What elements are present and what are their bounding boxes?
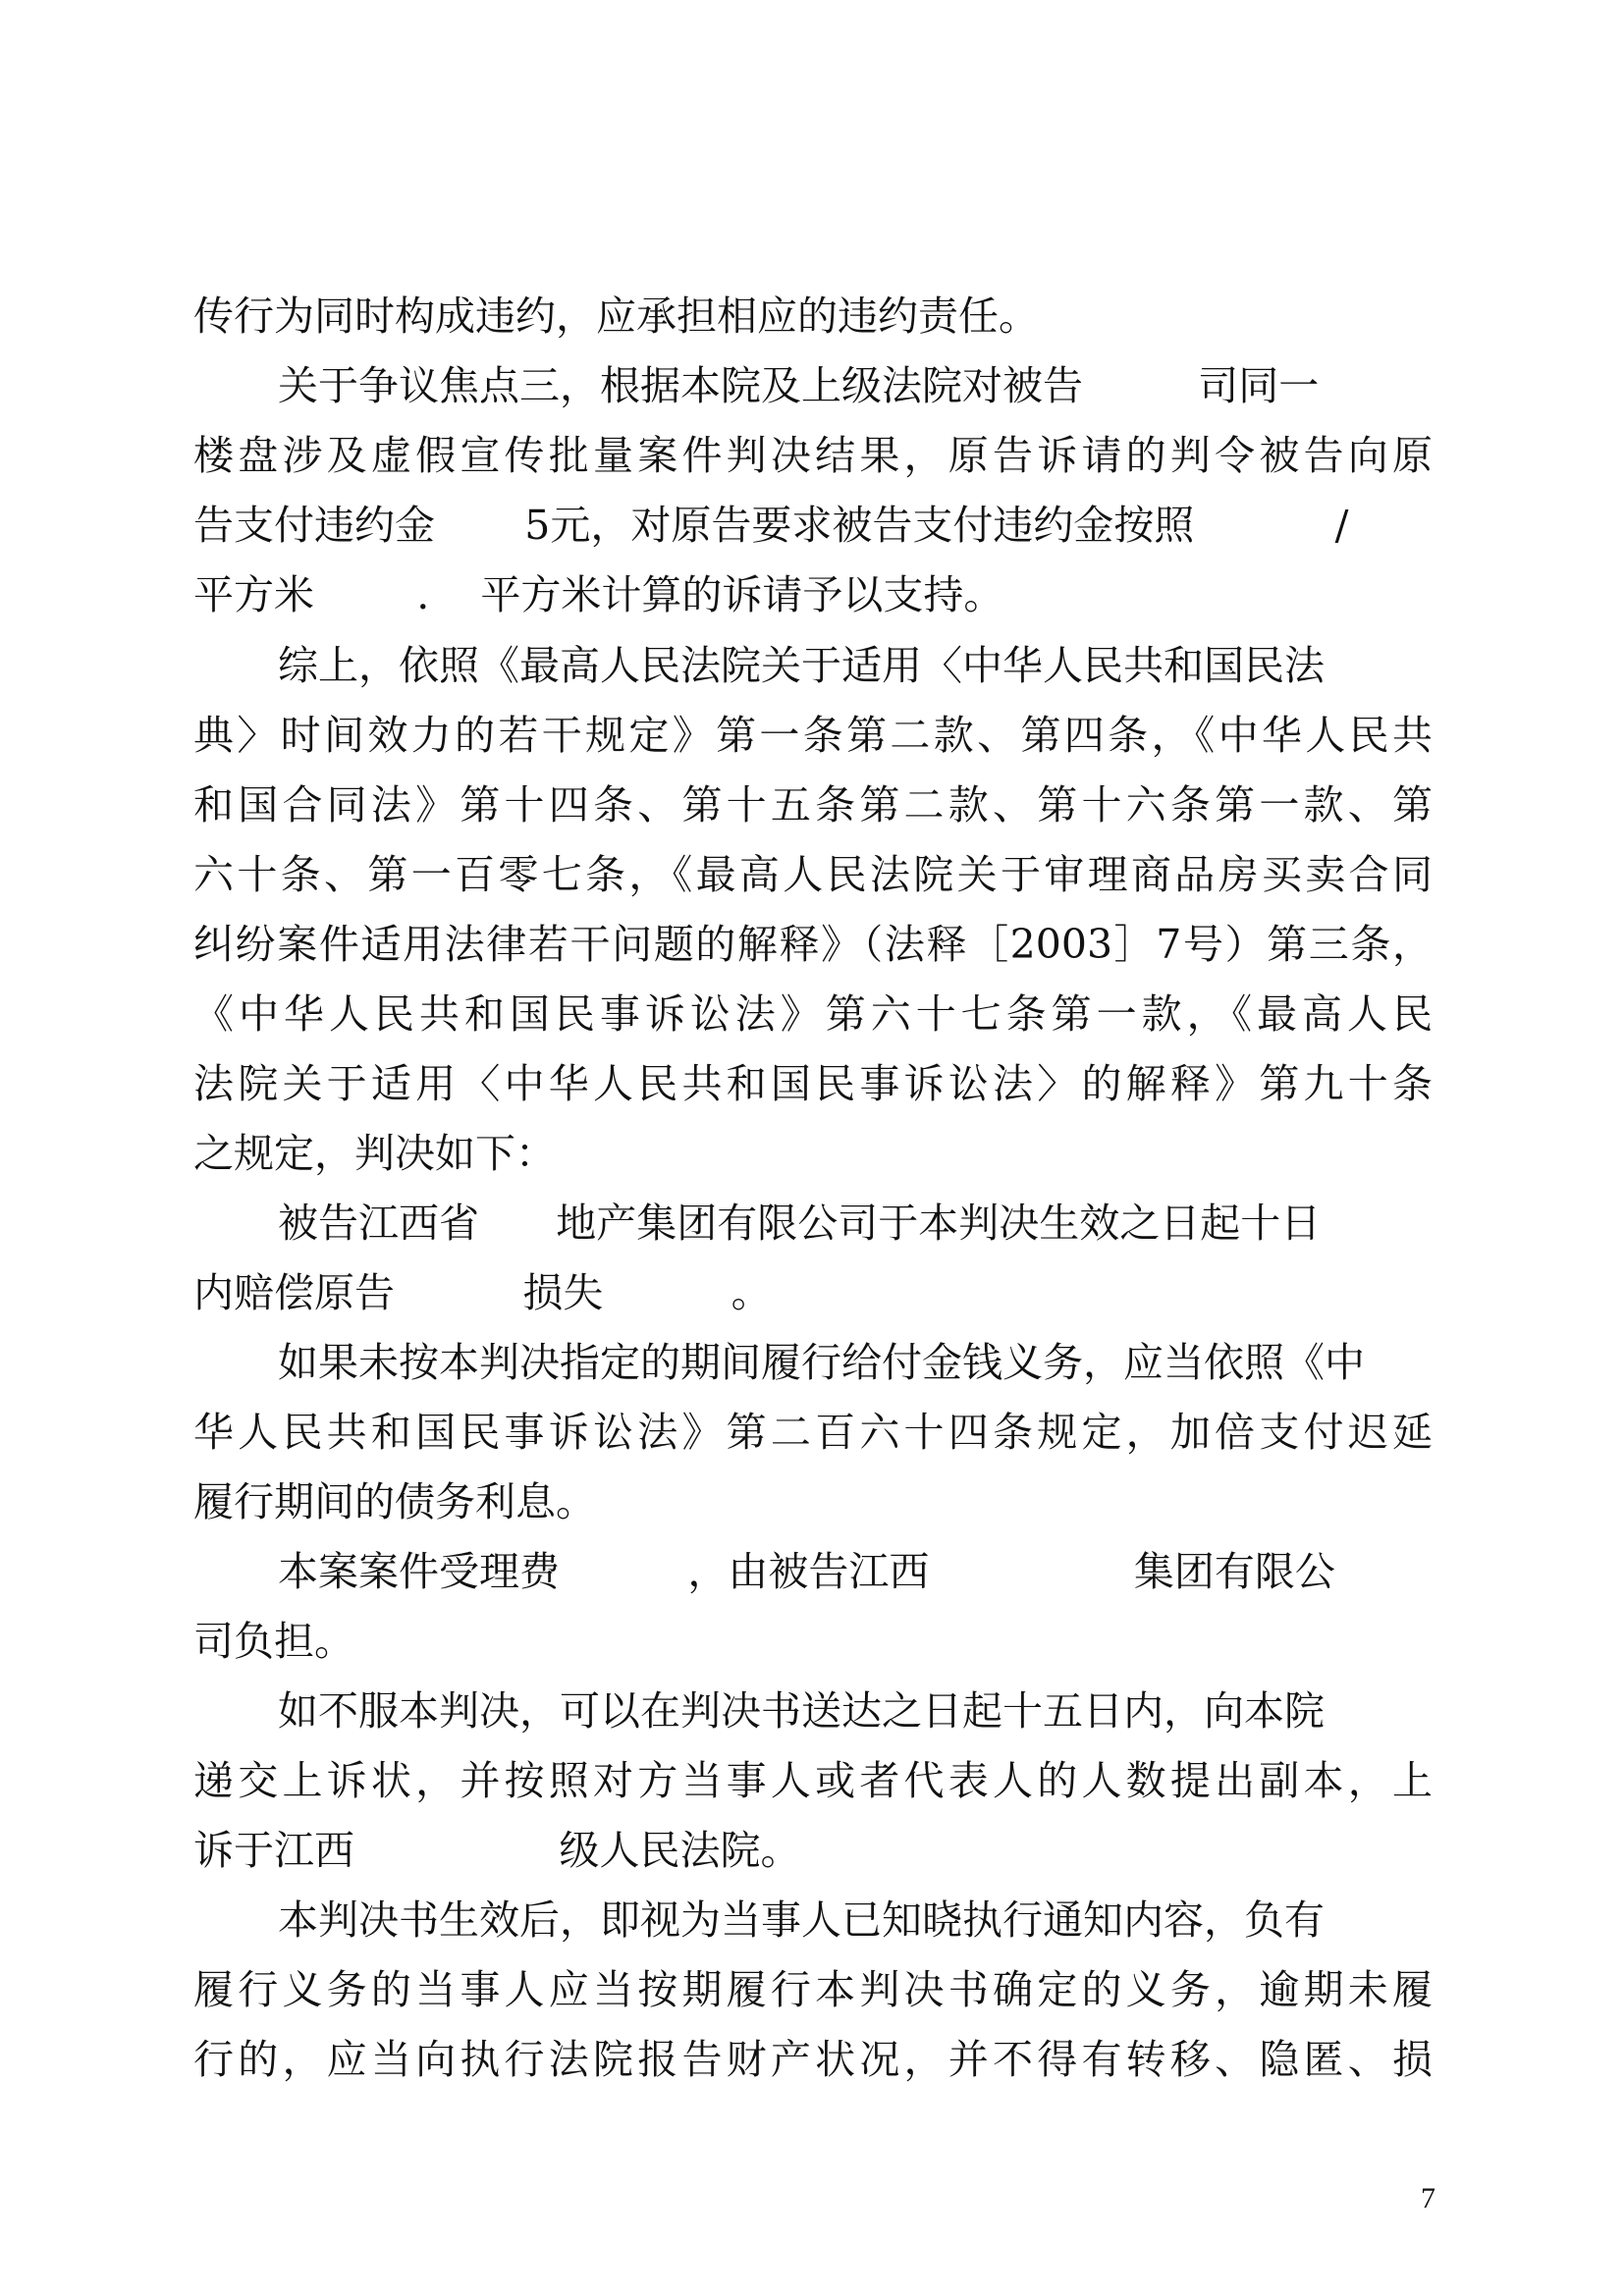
text-line-11: 《中华人民共和国民事诉讼法》第六十七条第一款，《最高人民 xyxy=(193,990,1433,1038)
text-line-15: 内赔偿原告 损失 。 xyxy=(193,1269,772,1316)
text-line-12: 法院关于适用〈中华人民共和国民事诉讼法〉的解释》第九十条 xyxy=(193,1060,1433,1107)
text-line-24: 本判决书生效后，即视为当事人已知晓执行通知内容，负有 xyxy=(278,1896,1325,1944)
text-line-20: 司负担。 xyxy=(193,1618,354,1665)
text-line-13: 之规定，判决如下： xyxy=(193,1130,556,1177)
text-line-23: 诉于江西 级人民法院。 xyxy=(193,1827,801,1874)
text-line-2: 关于争议焦点三，根据本院及上级法院对被告 司同一 xyxy=(278,362,1320,409)
text-line-17: 华人民共和国民事诉讼法》第二百六十四条规定，加倍支付迟延 xyxy=(193,1409,1433,1456)
text-line-7: 典〉时间效力的若干规定》第一条第二款、第四条，《中华人民共 xyxy=(193,712,1433,759)
text-line-19: 本案案件受理费 ，由被告江西 集团有限公 xyxy=(278,1548,1335,1595)
text-line-3: 楼盘涉及虚假宣传批量案件判决结果，原告诉请的判令被告向原 xyxy=(193,432,1433,479)
text-line-16: 如果未按本判决指定的期间履行给付金钱义务，应当依照《中 xyxy=(278,1339,1365,1386)
text-line-14: 被告江西省 地产集团有限公司于本判决生效之日起十日 xyxy=(278,1200,1322,1247)
text-line-4: 告支付违约金 5元，对原告要求被告支付违约金按照 / xyxy=(193,502,1349,549)
text-line-5: 平方米 . 平方米计算的诉请予以支持。 xyxy=(193,571,1004,618)
text-line-26: 行的，应当向执行法院报告财产状况，并不得有转移、隐匿、损 xyxy=(193,2036,1433,2083)
text-line-18: 履行期间的债务利息。 xyxy=(193,1478,596,1525)
page-number: 7 xyxy=(1421,2182,1435,2215)
text-line-21: 如不服本判决，可以在判决书送达之日起十五日内，向本院 xyxy=(278,1687,1325,1735)
text-line-9: 六十条、第一百零七条，《最高人民法院关于审理商品房买卖合同 xyxy=(193,851,1433,898)
text-line-22: 递交上诉状，并按照对方当事人或者代表人的人数提出副本，上 xyxy=(193,1757,1433,1804)
text-line-10: 纠纷案件适用法律若干问题的解释》（法释［2003］7号）第三条， xyxy=(193,921,1433,968)
text-line-6: 综上，依照《最高人民法院关于适用〈中华人民共和国民法 xyxy=(278,642,1325,689)
text-line-25: 履行义务的当事人应当按期履行本判决书确定的义务，逾期未履 xyxy=(193,1966,1433,2013)
text-line-8: 和国合同法》第十四条、第十五条第二款、第十六条第一款、第 xyxy=(193,781,1433,828)
text-line-1: 传行为同时构成违约，应承担相应的违约责任。 xyxy=(193,293,1039,340)
